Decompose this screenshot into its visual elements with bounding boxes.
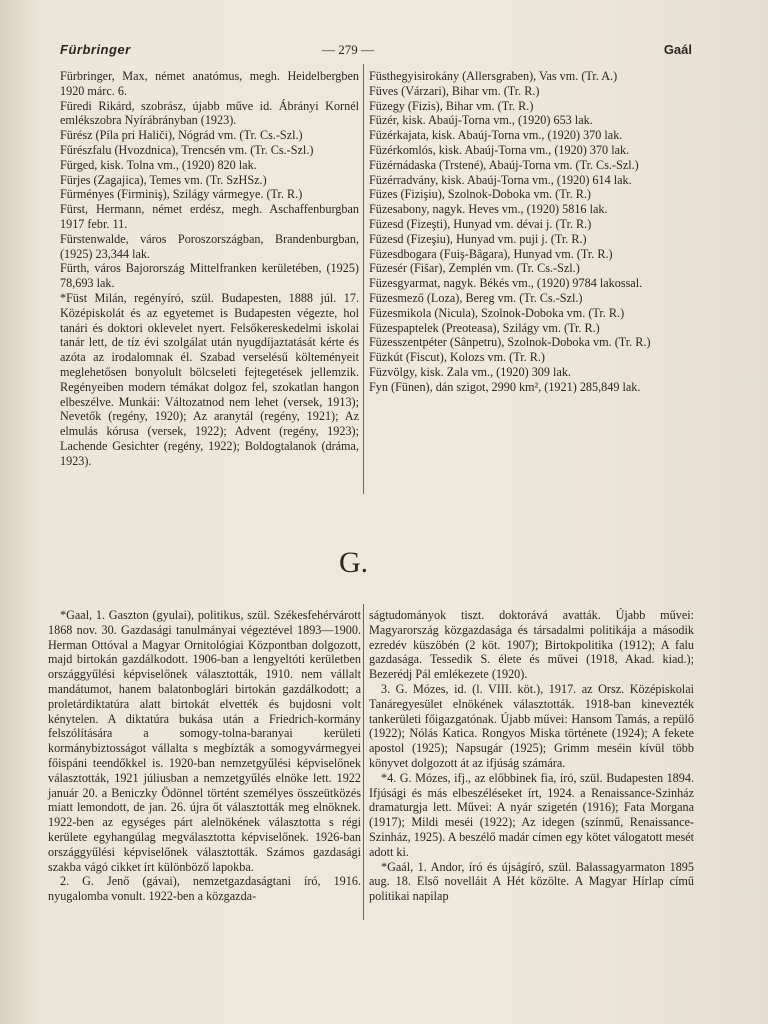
entry: *4. G. Mózes, ifj., az előbbinek fia, író, szül. Budapesten 1894. Ifjúsági és más elbeszéléseket írt, 1924. a Renaissance-Szinház dramaturgja lett. Művei: A nyár szigetén (1916); Fata Morgana (1917); Mildi meséi (1922); Az idegen (színmű, Renaissance-Szinház, 1925). A beszélő madár címen egy kötet válogatott mesét adott ki. (369, 770, 694, 859)
entry: *Gaal, 1. Gaszton (gyulai), politikus, szül. Székesfehérvárott 1868 nov. 30. Gazdasági tanulmányai végeztével 1893—1900. Herman Ottóval a Magyar Ornitológiai Központban dolgozott, majd birtokán gazdálkodott. 1906-ban a lengyeltóti kerületben országgyűlési képviselőnek választották, 1910. nem vállalt mandátumot, hanem balatonboglári birtokán gazdálkodott; a proletárdiktatúra alatt birtokát elvették és bujdosni volt kénytelen. A diktatúra bukása után a Friedrich-kormány felszólítására a somogy-tolna-baranyai kerületi kormánybiztosságot vállalta s megbízták a somogyvármegyei főispáni teendőkkel is. 1920-ban nemzetgyűlési képviselőnek választották, 1921 júliusban a nemzetgyűlés elnöke lett. 1922 január 20. a Beniczky Ödönnel történt személyes összeütközés miatt lemondott, de jan. 26. újra őt választották meg elnöknek. 1922-ben az egységes párt alelnökének választotta s régi kerülete egyhangúlag megválasztotta képviselőnek. 1926-ban országgyűlési képviselőnek választották. Számos gazdasági szakba vágó cikket írt különböző lapokba. (48, 608, 361, 874)
entry: Füzér, kisk. Abaúj-Torna vm., (1920) 653 lak. (369, 113, 593, 128)
column-divider-top (363, 64, 364, 494)
column-bottom-left (48, 608, 361, 904)
column-divider-bottom (363, 604, 364, 920)
entry: Füzegy (Fizis), Bihar vm. (Tr. R.) (369, 98, 534, 113)
entry: Füzes (Fizişiu), Szolnok-Doboka vm. (Tr. R.) (369, 187, 591, 202)
entry: Fürth, város Bajorország Mittelfranken kerületében, (1925) 78,693 lak. (60, 261, 359, 291)
entry: *Füst Milán, regényíró, szül. Budapesten, 1888 júl. 17. Középiskolát és az egyetemet is Budapesten végezte, hol tanári és doktori oklevelet nyert. Felsőkereskedelmi iskolai tanár lett, de tíz évi szolgálat után nyugdíjaztatását kérte és azóta az irodalomnak él. Szabad verselésű költeményeit meglehetősen bonyolult bölcseleti fejtegetések jellemzik. Regényeiben modern témákat dolgoz fel, szokatlan hangon elbeszélve. Munkái: Változatnod nem lehet (versek, 1913); Nevetők (regény, 1920); Az aranytál (regény, 1921); Az elmulás kórusa (versek, 1922); Advent (regény, 1923); Lachende Gesichter (regény, 1922); Boldogtalanok (dráma, 1923). (60, 290, 359, 468)
entry: Fürged, kisk. Tolna vm., (1920) 820 lak. (60, 157, 257, 172)
entry: Füzérnádaska (Trstené), Abaúj-Torna vm. (Tr. Cs.-Szl.) (369, 157, 639, 172)
entry: Füzesér (Fišar), Zemplén vm. (Tr. Cs.-Szl.) (369, 261, 580, 276)
entry: Füzesabony, nagyk. Heves vm., (1920) 5816 lak. (369, 202, 608, 217)
entry: Füredi Rikárd, szobrász, újabb műve id. Ábrányi Kornél emlékszobra Nyírábrányban (1923). (60, 98, 359, 128)
entry: Füzesmező (Loza), Bereg vm. (Tr. Cs.-Szl.) (369, 290, 583, 305)
entry: Fyn (Fünen), dán szigot, 2990 km², (1921) 285,849 lak. (369, 379, 641, 394)
column-bottom-right (369, 608, 694, 904)
entry: Füzesd (Fizeşiu), Hunyad vm. puji j. (Tr. R.) (369, 231, 587, 246)
entry: Füzérradvány, kisk. Abaúj-Torna vm., (1920) 614 lak. (369, 172, 632, 187)
entry: *Gaál, 1. Andor, író és újságíró, szül. Balassagyarmaton 1895 aug. 18. Első novelláit A Hét közölte. A Magyar Hírlap című politikai napilap (369, 859, 694, 904)
entry: Füzérkajata, kisk. Abaúj-Torna vm., (1920) 370 lak. (369, 128, 623, 143)
column-top-left (60, 69, 359, 469)
entry: Füzesdbogara (Fuiş-Bâgara), Hunyad vm. (Tr. R.) (369, 246, 613, 261)
entry: Füzesszentpéter (Sânpetru), Szolnok-Doboka vm. (Tr. R.) (369, 335, 651, 350)
entry: Fürstenwalde, város Poroszországban, Brandenburgban, (1925) 23,344 lak. (60, 231, 359, 261)
entry: Fürbringer, Max, német anatómus, megh. Heidelbergben 1920 márc. 6. (60, 69, 359, 98)
entry: ságtudományok tiszt. doktorává avatták. Újabb művei: Magyarország közgazdasága és társadalmi politikája a második ezredév küszöbén (2 köt. 1907); Birtokpolitika (1912); A falu gazdasága. Tessedik S. élete és művei (1918, Akad. kiad.); Bezerédj Pál emlékezete (1920). (369, 608, 694, 682)
entry: 3. G. Mózes, id. (l. VIII. köt.), 1917. az Orsz. Középiskolai Tanáregyesület elnökének választották. 1918-ban kinevezték tankerületi főigazgatónak. Újabb művei: Hansom Tamás, a repülő (1922); Nólás Katica. Rongyos Miska története (1924); A fekete apostol (1925); Napsugár (1925); Grimm meséin kívül több könyvet dolgozott át az ifjúság számára. (369, 681, 694, 770)
running-head-right: Gaál (663, 42, 692, 57)
entry: Füzesd (Fizeşti), Hunyad vm. dévai j. (Tr. R.) (369, 216, 592, 231)
entry: Füsthegyisirokány (Allersgraben), Vas vm. (Tr. A.) (369, 69, 618, 83)
entry: Fürjes (Zagajica), Temes vm. (Tr. SzHSz.) (60, 172, 267, 187)
entry: Füzérkomlós, kisk. Abaúj-Torna vm., (1920) 370 lak. (369, 142, 630, 157)
entry: Füzesgyarmat, nagyk. Békés vm., (1920) 9784 lakossal. (369, 276, 643, 291)
running-head-left: Fürbringer (60, 42, 131, 57)
entry: 2. G. Jenő (gávai), nemzetgazdaságtani író, 1916. nyugalomba vonult. 1922-ben a közgazda- (48, 874, 361, 904)
entry: Fürményes (Firminiş), Szilágy vármegye. (Tr. R.) (60, 187, 303, 202)
entry: Füzvölgy, kisk. Zala vm., (1920) 309 lak. (369, 364, 571, 379)
entry: Fűrészfalu (Hvozdnica), Trencsén vm. (Tr. Cs.-Szl.) (60, 142, 314, 157)
entry: Füves (Várzari), Bihar vm. (Tr. R.) (369, 83, 540, 98)
page-number: — 279 — (322, 42, 374, 57)
section-letter: G. (339, 546, 369, 579)
entry: Füzespaptelek (Preoteasa), Szilágy vm. (Tr. R.) (369, 320, 600, 335)
entry: Füzesmikola (Nicula), Szolnok-Doboka vm. (Tr. R.) (369, 305, 625, 320)
entry: Füzkút (Fiscut), Kolozs vm. (Tr. R.) (369, 350, 545, 365)
entry: Fürész (Píla pri Haliči), Nógrád vm. (Tr. Cs.-Szl.) (60, 128, 303, 143)
column-top-right (369, 69, 693, 395)
entry: Fürst, Hermann, német erdész, megh. Aschaffenburgban 1917 febr. 11. (60, 202, 359, 231)
